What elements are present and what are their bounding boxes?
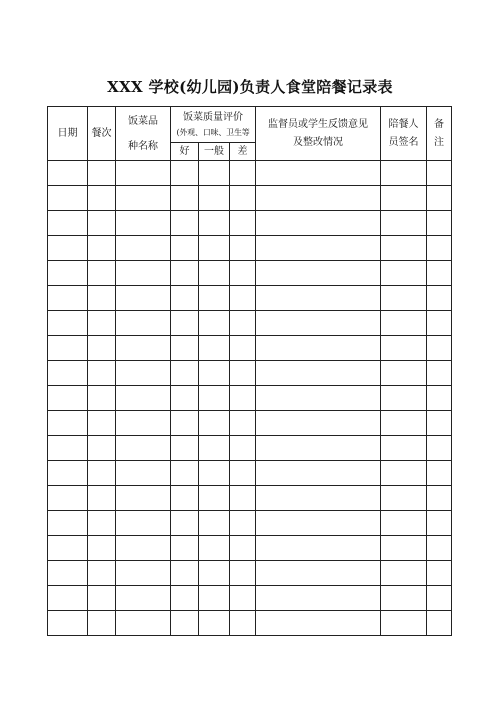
table-row <box>48 436 452 461</box>
meal-cell[interactable] <box>88 311 116 336</box>
table-row <box>48 186 452 211</box>
feedback-cell[interactable] <box>256 261 381 286</box>
meal-cell[interactable] <box>88 236 116 261</box>
date-cell[interactable] <box>48 311 88 336</box>
average-cell[interactable] <box>199 536 230 561</box>
date-cell[interactable] <box>48 386 88 411</box>
header-dish-name-line1: 饭菜品 <box>128 115 158 127</box>
feedback-cell[interactable] <box>256 386 381 411</box>
feedback-cell[interactable] <box>256 336 381 361</box>
header-dish-name <box>116 107 171 161</box>
poor-cell[interactable] <box>230 336 256 361</box>
poor-cell[interactable] <box>230 386 256 411</box>
header-remark-line2: 注 <box>434 137 445 148</box>
page-title: XXX 学校(幼儿园)负责人食堂陪餐记录表 <box>107 78 393 96</box>
table-row <box>48 411 452 436</box>
date-cell[interactable] <box>48 211 88 236</box>
date-cell[interactable] <box>48 286 88 311</box>
meal-cell[interactable] <box>88 411 116 436</box>
feedback-cell[interactable] <box>256 411 381 436</box>
average-cell[interactable] <box>199 311 230 336</box>
date-cell[interactable] <box>48 561 88 586</box>
remark-cell[interactable] <box>427 386 452 411</box>
average-cell[interactable] <box>199 611 230 636</box>
date-cell[interactable] <box>48 486 88 511</box>
dish-cell[interactable] <box>116 436 171 461</box>
header-poor: 差 <box>230 143 256 161</box>
average-cell[interactable] <box>199 336 230 361</box>
remark-cell[interactable] <box>427 536 452 561</box>
good-cell[interactable] <box>171 461 199 486</box>
poor-cell[interactable] <box>230 411 256 436</box>
remark-cell[interactable] <box>427 311 452 336</box>
remark-cell[interactable] <box>427 286 452 311</box>
poor-cell[interactable] <box>230 261 256 286</box>
poor-cell[interactable] <box>230 211 256 236</box>
poor-cell[interactable] <box>230 236 256 261</box>
average-cell[interactable] <box>199 361 230 386</box>
dish-cell[interactable] <box>116 236 171 261</box>
average-cell[interactable] <box>199 511 230 536</box>
table-row <box>48 286 452 311</box>
dish-cell[interactable] <box>116 286 171 311</box>
feedback-cell[interactable] <box>256 536 381 561</box>
table-row <box>48 336 452 361</box>
feedback-cell[interactable] <box>256 311 381 336</box>
meal-cell[interactable] <box>88 436 116 461</box>
remark-cell[interactable] <box>427 486 452 511</box>
feedback-cell[interactable] <box>256 361 381 386</box>
table-row <box>48 161 452 186</box>
header-row <box>48 107 452 143</box>
poor-cell[interactable] <box>230 286 256 311</box>
header-meal: 餐次 <box>88 107 116 161</box>
average-cell[interactable] <box>199 261 230 286</box>
meal-cell[interactable] <box>88 336 116 361</box>
signer-cell[interactable] <box>381 461 427 486</box>
table-row <box>48 561 452 586</box>
poor-cell[interactable] <box>230 586 256 611</box>
good-cell[interactable] <box>171 361 199 386</box>
remark-cell[interactable] <box>427 436 452 461</box>
signer-cell[interactable] <box>381 161 427 186</box>
header-date: 日期 <box>48 107 88 161</box>
dish-cell[interactable] <box>116 386 171 411</box>
poor-cell[interactable] <box>230 511 256 536</box>
good-cell[interactable] <box>171 261 199 286</box>
date-cell[interactable] <box>48 611 88 636</box>
feedback-cell[interactable] <box>256 561 381 586</box>
feedback-cell[interactable] <box>256 286 381 311</box>
table-row <box>48 511 452 536</box>
meal-cell[interactable] <box>88 511 116 536</box>
dish-cell[interactable] <box>116 211 171 236</box>
average-cell[interactable] <box>199 411 230 436</box>
date-cell[interactable] <box>48 236 88 261</box>
table-row <box>48 536 452 561</box>
meal-cell[interactable] <box>88 386 116 411</box>
poor-cell[interactable] <box>230 536 256 561</box>
date-cell[interactable] <box>48 511 88 536</box>
header-feedback <box>256 107 381 161</box>
average-cell[interactable] <box>199 486 230 511</box>
date-cell[interactable] <box>48 261 88 286</box>
poor-cell[interactable] <box>230 436 256 461</box>
header-quality-title: 饭菜质量评价 <box>183 111 243 123</box>
date-cell[interactable] <box>48 536 88 561</box>
table-row <box>48 311 452 336</box>
header-average: 一般 <box>199 143 230 161</box>
remark-cell[interactable] <box>427 236 452 261</box>
header-dish-name-line2: 种名称 <box>128 140 158 152</box>
dish-cell[interactable] <box>116 186 171 211</box>
good-cell[interactable] <box>171 286 199 311</box>
signer-cell[interactable] <box>381 286 427 311</box>
meal-cell[interactable] <box>88 536 116 561</box>
average-cell[interactable] <box>199 186 230 211</box>
meal-cell[interactable] <box>88 361 116 386</box>
feedback-cell[interactable] <box>256 211 381 236</box>
dish-cell[interactable] <box>116 411 171 436</box>
average-cell[interactable] <box>199 211 230 236</box>
table-row <box>48 261 452 286</box>
date-cell[interactable] <box>48 411 88 436</box>
good-cell[interactable] <box>171 536 199 561</box>
meal-record-table <box>47 106 452 636</box>
poor-cell[interactable] <box>230 486 256 511</box>
table-row <box>48 486 452 511</box>
remark-cell[interactable] <box>427 411 452 436</box>
good-cell[interactable] <box>171 561 199 586</box>
date-cell[interactable] <box>48 461 88 486</box>
good-cell[interactable] <box>171 186 199 211</box>
date-cell[interactable] <box>48 436 88 461</box>
signer-cell[interactable] <box>381 436 427 461</box>
good-cell[interactable] <box>171 336 199 361</box>
dish-cell[interactable] <box>116 611 171 636</box>
average-cell[interactable] <box>199 236 230 261</box>
header-signer-line1: 陪餐人 <box>388 119 419 130</box>
header-good: 好 <box>171 143 199 161</box>
signer-cell[interactable] <box>381 411 427 436</box>
signer-cell[interactable] <box>381 336 427 361</box>
table-row <box>48 611 452 636</box>
meal-cell[interactable] <box>88 586 116 611</box>
dish-cell[interactable] <box>116 311 171 336</box>
table-row <box>48 386 452 411</box>
meal-cell[interactable] <box>88 461 116 486</box>
poor-cell[interactable] <box>230 461 256 486</box>
average-cell[interactable] <box>199 461 230 486</box>
meal-cell[interactable] <box>88 261 116 286</box>
table-row <box>48 361 452 386</box>
feedback-cell[interactable] <box>256 611 381 636</box>
meal-cell[interactable] <box>88 211 116 236</box>
good-cell[interactable] <box>171 161 199 186</box>
feedback-cell[interactable] <box>256 161 381 186</box>
table-row <box>48 461 452 486</box>
good-cell[interactable] <box>171 436 199 461</box>
remark-cell[interactable] <box>427 211 452 236</box>
header-signer <box>381 107 427 161</box>
remark-cell[interactable] <box>427 186 452 211</box>
dish-cell[interactable] <box>116 486 171 511</box>
poor-cell[interactable] <box>230 311 256 336</box>
table-row <box>48 236 452 261</box>
date-cell[interactable] <box>48 186 88 211</box>
poor-cell[interactable] <box>230 186 256 211</box>
header-quality-note: (外观、口味、卫生等 <box>176 127 250 137</box>
table-row <box>48 586 452 611</box>
dish-cell[interactable] <box>116 161 171 186</box>
meal-cell[interactable] <box>88 161 116 186</box>
dish-cell[interactable] <box>116 336 171 361</box>
date-cell[interactable] <box>48 361 88 386</box>
remark-cell[interactable] <box>427 161 452 186</box>
record-body <box>48 161 452 636</box>
feedback-cell[interactable] <box>256 186 381 211</box>
signer-cell[interactable] <box>381 311 427 336</box>
signer-cell[interactable] <box>381 486 427 511</box>
meal-cell[interactable] <box>88 486 116 511</box>
good-cell[interactable] <box>171 211 199 236</box>
remark-cell[interactable] <box>427 336 452 361</box>
signer-cell[interactable] <box>381 536 427 561</box>
signer-cell[interactable] <box>381 586 427 611</box>
remark-cell[interactable] <box>427 261 452 286</box>
signer-cell[interactable] <box>381 511 427 536</box>
dish-cell[interactable] <box>116 361 171 386</box>
average-cell[interactable] <box>199 436 230 461</box>
table-row <box>48 211 452 236</box>
header-remark <box>427 107 452 161</box>
dish-cell[interactable] <box>116 511 171 536</box>
average-cell[interactable] <box>199 586 230 611</box>
signer-cell[interactable] <box>381 386 427 411</box>
good-cell[interactable] <box>171 486 199 511</box>
good-cell[interactable] <box>171 411 199 436</box>
dish-cell[interactable] <box>116 536 171 561</box>
signer-cell[interactable] <box>381 361 427 386</box>
date-cell[interactable] <box>48 586 88 611</box>
dish-cell[interactable] <box>116 461 171 486</box>
meal-cell[interactable] <box>88 561 116 586</box>
header-quality <box>171 107 256 143</box>
meal-cell[interactable] <box>88 186 116 211</box>
remark-cell[interactable] <box>427 461 452 486</box>
meal-cell[interactable] <box>88 611 116 636</box>
date-cell[interactable] <box>48 161 88 186</box>
feedback-cell[interactable] <box>256 236 381 261</box>
signer-cell[interactable] <box>381 561 427 586</box>
signer-cell[interactable] <box>381 236 427 261</box>
good-cell[interactable] <box>171 311 199 336</box>
good-cell[interactable] <box>171 611 199 636</box>
remark-cell[interactable] <box>427 611 452 636</box>
feedback-cell[interactable] <box>256 511 381 536</box>
dish-cell[interactable] <box>116 586 171 611</box>
poor-cell[interactable] <box>230 161 256 186</box>
average-cell[interactable] <box>199 386 230 411</box>
average-cell[interactable] <box>199 561 230 586</box>
header-feedback-line1: 监督员或学生反馈意见 <box>268 119 369 130</box>
good-cell[interactable] <box>171 386 199 411</box>
date-cell[interactable] <box>48 336 88 361</box>
dish-cell[interactable] <box>116 261 171 286</box>
remark-cell[interactable] <box>427 511 452 536</box>
good-cell[interactable] <box>171 236 199 261</box>
poor-cell[interactable] <box>230 561 256 586</box>
header-feedback-line2: 及整改情况 <box>293 137 344 148</box>
average-cell[interactable] <box>199 286 230 311</box>
signer-cell[interactable] <box>381 261 427 286</box>
average-cell[interactable] <box>199 161 230 186</box>
dish-cell[interactable] <box>116 561 171 586</box>
feedback-cell[interactable] <box>256 486 381 511</box>
poor-cell[interactable] <box>230 611 256 636</box>
feedback-cell[interactable] <box>256 586 381 611</box>
signer-cell[interactable] <box>381 211 427 236</box>
signer-cell[interactable] <box>381 611 427 636</box>
feedback-cell[interactable] <box>256 436 381 461</box>
good-cell[interactable] <box>171 586 199 611</box>
meal-cell[interactable] <box>88 286 116 311</box>
remark-cell[interactable] <box>427 361 452 386</box>
header-signer-line2: 员签名 <box>388 137 419 148</box>
remark-cell[interactable] <box>427 586 452 611</box>
header-remark-line1: 备 <box>434 119 445 130</box>
good-cell[interactable] <box>171 511 199 536</box>
poor-cell[interactable] <box>230 361 256 386</box>
feedback-cell[interactable] <box>256 461 381 486</box>
signer-cell[interactable] <box>381 186 427 211</box>
remark-cell[interactable] <box>427 561 452 586</box>
